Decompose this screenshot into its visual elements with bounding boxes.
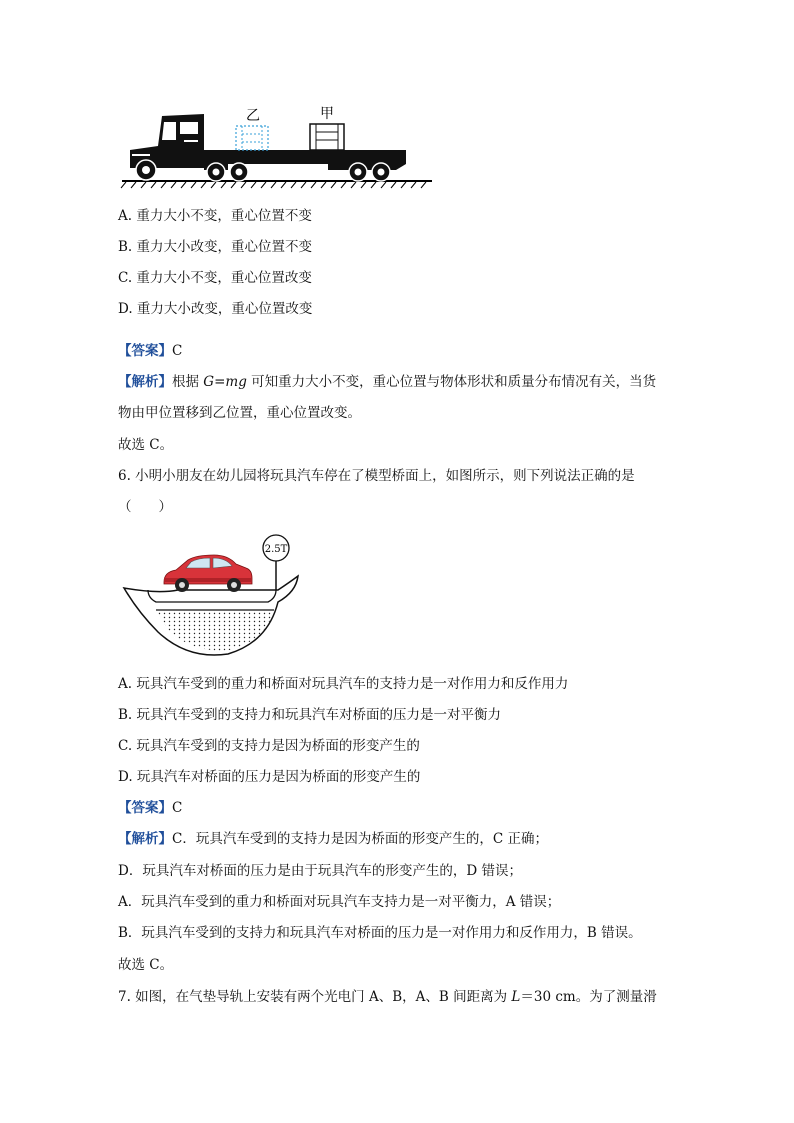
analysis-tag: 【解析】 xyxy=(118,831,172,847)
formula-g-mg: G=mg xyxy=(203,374,247,390)
analysis-text: 根据 xyxy=(172,374,204,390)
bridge-car-figure xyxy=(118,532,308,662)
analysis-text: C．玩具汽车受到的支持力是因为桥面的形变产生的，C 正确； xyxy=(172,831,548,847)
q6-conclusion: 故选 C。 xyxy=(118,957,174,973)
q5-option-c: C. 重力大小不变，重心位置改变 xyxy=(118,270,312,286)
q7-stem-text: 7. 如图，在气垫导轨上安装有两个光电门 A、B，A、B 间距离为 xyxy=(118,989,512,1005)
answer-value: C xyxy=(172,800,183,816)
answer-tag: 【答案】 xyxy=(118,343,172,359)
q5-option-d: D. 重力大小改变，重心位置改变 xyxy=(118,301,313,317)
q6-option-a: A. 玩具汽车受到的重力和桥面对玩具汽车的支持力是一对作用力和反作用力 xyxy=(118,676,569,692)
q6-option-d: D. 玩具汽车对桥面的压力是因为桥面的形变产生的 xyxy=(118,769,421,785)
q5-analysis-line2: 物由甲位置移到乙位置，重心位置改变。 xyxy=(118,405,361,421)
q7-stem-text: ＝30 cm。为了测量滑 xyxy=(520,989,657,1005)
analysis-text: 可知重力大小不变，重心位置与物体形状和质量分布情况有关，当货 xyxy=(246,374,657,390)
cargo-label-yi: 乙 xyxy=(246,108,260,124)
q6-analysis-line3: A．玩具汽车受到的重力和桥面对玩具汽车支持力是一对平衡力，A 错误； xyxy=(118,894,561,910)
var-l: L xyxy=(511,989,521,1005)
q7-stem xyxy=(118,988,657,1006)
answer-value: C xyxy=(172,343,183,359)
q5-answer xyxy=(118,342,182,360)
answer-tag: 【答案】 xyxy=(118,800,172,816)
q5-option-a: A. 重力大小不变，重心位置不变 xyxy=(118,208,312,224)
q6-analysis-line4: B．玩具汽车受到的支持力和玩具汽车对桥面的压力是一对作用力和反作用力，B 错误。 xyxy=(118,925,642,941)
cargo-label-jia: 甲 xyxy=(320,106,334,122)
q5-option-b: B. 重力大小改变，重心位置不变 xyxy=(118,239,313,255)
truck-figure xyxy=(118,100,438,190)
q6-option-b: B. 玩具汽车受到的支持力和玩具汽车对桥面的压力是一对平衡力 xyxy=(118,707,502,723)
q6-analysis-line2: D．玩具汽车对桥面的压力是由于玩具汽车的形变产生的，D 错误； xyxy=(118,863,522,879)
analysis-tag: 【解析】 xyxy=(118,374,172,390)
q6-stem-line2: （ ） xyxy=(118,499,172,515)
q6-analysis-line1 xyxy=(118,830,548,848)
load-limit-sign: 2.5T xyxy=(264,544,288,555)
q5-conclusion: 故选 C。 xyxy=(118,437,174,453)
q5-analysis-line1 xyxy=(118,373,656,391)
q6-answer xyxy=(118,799,182,817)
q6-option-c: C. 玩具汽车受到的支持力是因为桥面的形变产生的 xyxy=(118,738,420,754)
q6-stem-line1: 6. 小明小朋友在幼儿园将玩具汽车停在了模型桥面上，如图所示，则下列说法正确的是 xyxy=(118,468,635,484)
